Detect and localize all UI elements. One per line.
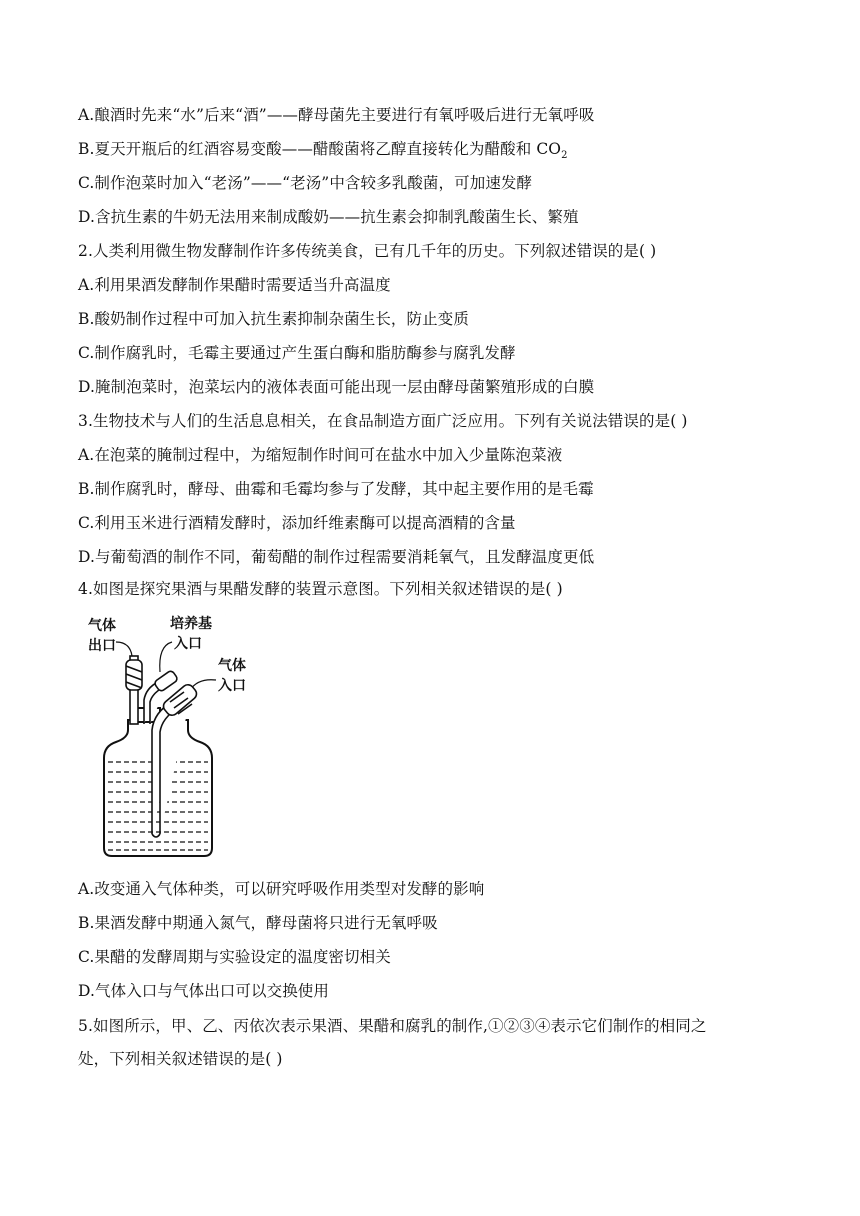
q1-option-d: D.含抗生素的牛奶无法用来制成酸奶——抗生素会抑制乳酸菌生长、繁殖: [78, 208, 579, 226]
label-gas-outlet-line2: 出口: [88, 638, 116, 654]
q2-option-d: D.腌制泡菜时，泡菜坛内的液体表面可能出现一层由酵母菌繁殖形成的白膜: [78, 378, 595, 396]
q4-option-d: D.气体入口与气体出口可以交换使用: [78, 982, 330, 1000]
q1-option-c: C.制作泡菜时加入“老汤”——“老汤”中含较多乳酸菌，可加速发酵: [78, 174, 533, 192]
q1-option-b-text: B.夏天开瓶后的红酒容易变酸——醋酸菌将乙醇直接转化为醋酸和 CO: [78, 140, 562, 158]
q4-option-c: C.果醋的发酵周期与实验设定的温度密切相关: [78, 948, 391, 966]
q4-option-a: A.改变通入气体种类，可以研究呼吸作用类型对发酵的影响: [78, 880, 485, 898]
fermentation-apparatus-figure: [86, 612, 266, 860]
label-gas-inlet-line1: 气体: [218, 658, 246, 674]
q3-option-c: C.利用玉米进行酒精发酵时，添加纤维素酶可以提高酒精的含量: [78, 514, 516, 532]
gas-inlet-tube: [152, 682, 199, 837]
q3-stem: 3.生物技术与人们的生活息息相关，在食品制造方面广泛应用。下列有关说法错误的是( ): [78, 412, 688, 430]
q3-option-d: D.与葡萄酒的制作不同，葡萄醋的制作过程需要消耗氧气，且发酵温度更低: [78, 548, 595, 566]
q2-option-b: B.酸奶制作过程中可加入抗生素抑制杂菌生长，防止变质: [78, 310, 469, 328]
subscript-2: 2: [561, 150, 568, 162]
q3-option-a: A.在泡菜的腌制过程中，为缩短制作时间可在盐水中加入少量陈泡菜液: [78, 446, 563, 464]
label-medium-inlet-line2: 入口: [174, 636, 202, 652]
label-gas-outlet-line1: 气体: [88, 618, 116, 634]
q5-stem-line1: 5.如图所示，甲、乙、丙依次表示果酒、果醋和腐乳的制作,①②③④表示它们制作的相同之: [78, 1017, 707, 1035]
q4-option-b: B.果酒发酵中期通入氮气，酵母菌将只进行无氧呼吸: [78, 914, 438, 932]
q3-option-b: B.制作腐乳时，酵母、曲霉和毛霉均参与了发酵，其中起主要作用的是毛霉: [78, 480, 594, 498]
q1-option-b: [78, 139, 568, 166]
q2-option-c: C.制作腐乳时，毛霉主要通过产生蛋白酶和脂肪酶参与腐乳发酵: [78, 344, 516, 362]
q2-stem: 2.人类利用微生物发酵制作许多传统美食，已有几千年的历史。下列叙述错误的是( ): [78, 242, 657, 260]
q1-option-a: A.酿酒时先来“水”后来“酒”——酵母菌先主要进行有氧呼吸后进行无氧呼吸: [78, 106, 595, 124]
fermentation-apparatus-drawing: [86, 612, 266, 860]
label-medium-inlet-line1: 培养基: [170, 616, 212, 632]
q4-stem: 4.如图是探究果酒与果醋发酵的装置示意图。下列相关叙述错误的是( ): [78, 580, 563, 598]
q2-option-a: A.利用果酒发酵制作果醋时需要适当升高温度: [78, 276, 391, 294]
q5-stem-line2: 处，下列相关叙述错误的是( ): [78, 1050, 283, 1068]
label-gas-inlet-line2: 入口: [218, 678, 246, 694]
